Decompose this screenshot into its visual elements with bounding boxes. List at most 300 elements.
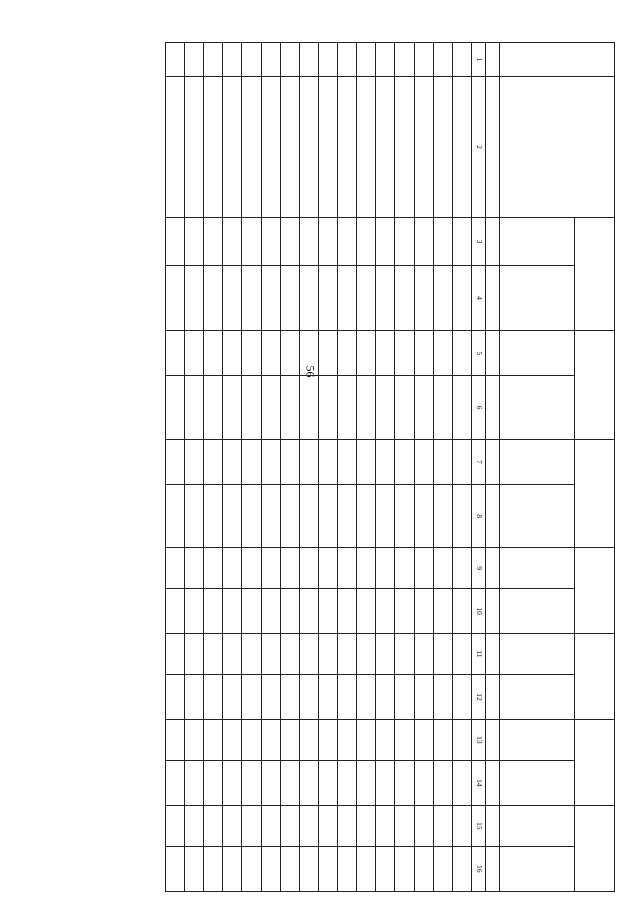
row-address	[185, 76, 204, 217]
row-address	[299, 76, 318, 217]
row-value-cell	[452, 760, 471, 805]
row-value-cell	[395, 484, 414, 547]
unit-rub	[486, 760, 500, 805]
header-cost	[500, 588, 575, 633]
row-value-cell	[338, 846, 357, 891]
row-value-cell	[395, 674, 414, 719]
row-value-cell	[452, 218, 471, 265]
row-value-cell	[357, 634, 376, 675]
row-value-cell	[433, 218, 452, 265]
row-value-cell	[185, 805, 204, 846]
row-value-cell	[319, 846, 338, 891]
row-value-cell	[376, 846, 395, 891]
row-value-cell	[261, 265, 280, 331]
row-number	[185, 43, 204, 77]
row-value-cell	[414, 760, 433, 805]
row-value-cell	[204, 439, 223, 484]
row-value-cell	[166, 376, 185, 439]
row-value-cell	[204, 331, 223, 376]
unit-rub	[486, 674, 500, 719]
row-value-cell	[223, 548, 242, 589]
row-value-cell	[242, 439, 261, 484]
row-value-cell	[280, 674, 299, 719]
row-value-cell	[280, 805, 299, 846]
row-value-cell	[299, 331, 318, 376]
row-value-cell	[433, 846, 452, 891]
row-value-cell	[204, 484, 223, 547]
column-number: 5	[472, 331, 486, 376]
row-value-cell	[376, 376, 395, 439]
row-address	[357, 76, 376, 217]
row-value-cell	[433, 331, 452, 376]
row-value-cell	[204, 846, 223, 891]
row-address	[433, 76, 452, 217]
row-number	[204, 43, 223, 77]
row-number	[452, 43, 471, 77]
row-value-cell	[166, 588, 185, 633]
header-group-other	[575, 805, 615, 891]
row-value-cell	[223, 218, 242, 265]
row-value-cell	[319, 634, 338, 675]
row-value-cell	[261, 674, 280, 719]
row-value-cell	[395, 588, 414, 633]
row-value-cell	[242, 484, 261, 547]
row-value-cell	[433, 439, 452, 484]
unit-m2	[486, 634, 500, 675]
row-value-cell	[433, 760, 452, 805]
table-row	[166, 43, 185, 892]
row-value-cell	[242, 331, 261, 376]
row-value-cell	[185, 265, 204, 331]
row-value-cell	[338, 439, 357, 484]
row-value-cell	[166, 805, 185, 846]
row-value-cell	[299, 720, 318, 761]
row-address	[223, 76, 242, 217]
row-value-cell	[166, 760, 185, 805]
row-value-cell	[299, 634, 318, 675]
row-value-cell	[185, 548, 204, 589]
row-value-cell	[299, 484, 318, 547]
row-value-cell	[452, 674, 471, 719]
row-value-cell	[376, 218, 395, 265]
column-number: 12	[472, 674, 486, 719]
row-value-cell	[261, 439, 280, 484]
row-value-cell	[299, 265, 318, 331]
row-value-cell	[357, 265, 376, 331]
row-value-cell	[185, 760, 204, 805]
row-value-cell	[376, 331, 395, 376]
row-value-cell	[242, 218, 261, 265]
row-value-cell	[376, 439, 395, 484]
column-number: 7	[472, 439, 486, 484]
row-value-cell	[280, 720, 299, 761]
row-value-cell	[299, 760, 318, 805]
unit-m2	[486, 331, 500, 376]
row-value-cell	[452, 846, 471, 891]
row-value-cell	[395, 846, 414, 891]
row-value-cell	[185, 484, 204, 547]
row-number	[261, 43, 280, 77]
table-row	[452, 43, 471, 892]
row-value-cell	[242, 265, 261, 331]
row-value-cell	[338, 805, 357, 846]
row-value-cell	[376, 634, 395, 675]
row-value-cell	[338, 265, 357, 331]
table-row	[414, 43, 433, 892]
row-value-cell	[357, 720, 376, 761]
unit-blank	[486, 76, 500, 217]
column-number: 13	[472, 720, 486, 761]
row-value-cell	[414, 376, 433, 439]
header-cost	[500, 674, 575, 719]
row-value-cell	[185, 846, 204, 891]
header-group-acquire-dev	[575, 439, 615, 548]
header-area	[500, 331, 575, 376]
row-value-cell	[414, 720, 433, 761]
row-value-cell	[338, 331, 357, 376]
row-value-cell	[299, 588, 318, 633]
row-address	[319, 76, 338, 217]
row-address	[376, 76, 395, 217]
row-number	[280, 43, 299, 77]
table-row	[357, 43, 376, 892]
row-value-cell	[319, 376, 338, 439]
row-value-cell	[185, 634, 204, 675]
row-number	[242, 43, 261, 77]
row-value-cell	[166, 846, 185, 891]
column-number: 16	[472, 846, 486, 891]
table-row	[395, 43, 414, 892]
row-value-cell	[338, 376, 357, 439]
row-address	[242, 76, 261, 217]
row-value-cell	[319, 548, 338, 589]
row-value-cell	[414, 331, 433, 376]
header-group-mkd	[575, 331, 615, 440]
unit-blank	[486, 43, 500, 77]
row-value-cell	[223, 720, 242, 761]
row-value-cell	[319, 588, 338, 633]
row-value-cell	[242, 720, 261, 761]
row-value-cell	[414, 439, 433, 484]
header-cost	[500, 484, 575, 547]
row-value-cell	[204, 588, 223, 633]
row-value-cell	[452, 484, 471, 547]
row-value-cell	[319, 439, 338, 484]
row-number	[376, 43, 395, 77]
row-value-cell	[338, 760, 357, 805]
row-value-cell	[242, 760, 261, 805]
row-value-cell	[166, 674, 185, 719]
row-value-cell	[376, 674, 395, 719]
row-address	[414, 76, 433, 217]
row-value-cell	[433, 720, 452, 761]
row-address	[338, 76, 357, 217]
row-number	[223, 43, 242, 77]
row-value-cell	[452, 548, 471, 589]
row-address	[204, 76, 223, 217]
row-value-cell	[357, 588, 376, 633]
row-value-cell	[204, 720, 223, 761]
row-address	[261, 76, 280, 217]
row-value-cell	[204, 805, 223, 846]
row-value-cell	[319, 805, 338, 846]
unit-rub	[486, 376, 500, 439]
row-value-cell	[299, 548, 318, 589]
unit-rub	[486, 484, 500, 547]
table-row	[319, 43, 338, 892]
row-value-cell	[414, 588, 433, 633]
header-area-total	[500, 218, 575, 265]
row-number	[338, 43, 357, 77]
row-value-cell	[299, 805, 318, 846]
header-cost	[500, 846, 575, 891]
row-value-cell	[433, 805, 452, 846]
row-value-cell	[452, 376, 471, 439]
column-number: 4	[472, 265, 486, 331]
row-value-cell	[261, 484, 280, 547]
row-value-cell	[414, 548, 433, 589]
row-value-cell	[357, 805, 376, 846]
row-value-cell	[433, 588, 452, 633]
row-address	[166, 76, 185, 217]
row-address	[452, 76, 471, 217]
header-area	[500, 439, 575, 484]
row-value-cell	[204, 265, 223, 331]
resettlement-table	[165, 42, 615, 892]
row-value-cell	[166, 439, 185, 484]
column-number: 15	[472, 805, 486, 846]
header-cost	[500, 376, 575, 439]
row-value-cell	[319, 331, 338, 376]
row-value-cell	[299, 218, 318, 265]
row-value-cell	[414, 846, 433, 891]
column-number: 10	[472, 588, 486, 633]
row-value-cell	[166, 548, 185, 589]
row-number	[395, 43, 414, 77]
row-value-cell	[376, 805, 395, 846]
table-row	[261, 43, 280, 892]
row-value-cell	[223, 760, 242, 805]
row-value-cell	[452, 439, 471, 484]
row-value-cell	[357, 846, 376, 891]
row-value-cell	[223, 846, 242, 891]
row-value-cell	[338, 484, 357, 547]
row-value-cell	[433, 484, 452, 547]
row-value-cell	[414, 634, 433, 675]
row-value-cell	[185, 674, 204, 719]
header-area	[500, 720, 575, 761]
header-address	[500, 76, 615, 217]
row-value-cell	[319, 720, 338, 761]
row-value-cell	[433, 634, 452, 675]
header-group-acquire-non-dev	[575, 548, 615, 634]
header-no	[500, 43, 615, 77]
row-value-cell	[185, 720, 204, 761]
column-number: 1	[472, 43, 486, 77]
row-value-cell	[280, 331, 299, 376]
header-group-buyout	[575, 634, 615, 720]
row-value-cell	[185, 588, 204, 633]
table-row	[280, 43, 299, 892]
table-row	[242, 43, 261, 892]
row-value-cell	[223, 265, 242, 331]
row-value-cell	[433, 265, 452, 331]
header-group-total	[575, 218, 615, 331]
row-value-cell	[280, 484, 299, 547]
row-value-cell	[395, 805, 414, 846]
row-value-cell	[185, 218, 204, 265]
row-value-cell	[261, 846, 280, 891]
row-value-cell	[166, 720, 185, 761]
table-row	[433, 43, 452, 892]
row-value-cell	[223, 634, 242, 675]
row-value-cell	[261, 588, 280, 633]
row-value-cell	[376, 760, 395, 805]
column-number: 14	[472, 760, 486, 805]
column-number: 9	[472, 548, 486, 589]
column-number: 2	[472, 76, 486, 217]
row-value-cell	[166, 634, 185, 675]
row-value-cell	[242, 674, 261, 719]
row-value-cell	[395, 439, 414, 484]
row-value-cell	[280, 439, 299, 484]
row-value-cell	[376, 484, 395, 547]
row-value-cell	[204, 634, 223, 675]
row-value-cell	[452, 805, 471, 846]
row-value-cell	[166, 218, 185, 265]
row-value-cell	[357, 548, 376, 589]
row-value-cell	[242, 588, 261, 633]
row-value-cell	[261, 548, 280, 589]
row-value-cell	[166, 484, 185, 547]
row-value-cell	[395, 760, 414, 805]
row-value-cell	[414, 805, 433, 846]
row-value-cell	[242, 634, 261, 675]
row-value-cell	[261, 720, 280, 761]
row-value-cell	[204, 674, 223, 719]
row-value-cell	[433, 548, 452, 589]
unit-rub	[486, 846, 500, 891]
row-value-cell	[204, 760, 223, 805]
row-number	[357, 43, 376, 77]
row-value-cell	[299, 376, 318, 439]
row-value-cell	[261, 376, 280, 439]
row-value-cell	[357, 484, 376, 547]
table-row	[185, 43, 204, 892]
row-value-cell	[242, 376, 261, 439]
row-value-cell	[452, 588, 471, 633]
row-value-cell	[204, 548, 223, 589]
column-number: 11	[472, 634, 486, 675]
header-area	[500, 634, 575, 675]
row-value-cell	[452, 331, 471, 376]
row-value-cell	[395, 218, 414, 265]
row-value-cell	[338, 218, 357, 265]
row-value-cell	[357, 218, 376, 265]
row-value-cell	[261, 634, 280, 675]
row-value-cell	[357, 674, 376, 719]
row-value-cell	[204, 218, 223, 265]
row-value-cell	[376, 588, 395, 633]
row-number	[166, 43, 185, 77]
row-value-cell	[280, 548, 299, 589]
row-value-cell	[242, 805, 261, 846]
row-value-cell	[338, 634, 357, 675]
row-number	[414, 43, 433, 77]
row-number	[319, 43, 338, 77]
row-value-cell	[223, 674, 242, 719]
row-value-cell	[433, 376, 452, 439]
row-value-cell	[185, 376, 204, 439]
row-value-cell	[280, 265, 299, 331]
row-value-cell	[280, 760, 299, 805]
column-number: 3	[472, 218, 486, 265]
header-area	[500, 805, 575, 846]
row-value-cell	[395, 720, 414, 761]
unit-m2	[486, 218, 500, 265]
row-value-cell	[223, 588, 242, 633]
header-area	[500, 548, 575, 589]
row-address	[395, 76, 414, 217]
unit-rub	[486, 588, 500, 633]
row-value-cell	[223, 376, 242, 439]
table-body	[166, 43, 472, 892]
row-value-cell	[395, 548, 414, 589]
unit-m2	[486, 548, 500, 589]
row-value-cell	[395, 376, 414, 439]
table-row	[376, 43, 395, 892]
page-number: 56	[303, 365, 318, 378]
row-value-cell	[414, 265, 433, 331]
row-number	[433, 43, 452, 77]
row-value-cell	[280, 218, 299, 265]
row-value-cell	[185, 439, 204, 484]
row-value-cell	[223, 439, 242, 484]
row-value-cell	[299, 439, 318, 484]
table-row	[338, 43, 357, 892]
column-number: 8	[472, 484, 486, 547]
header-cost	[500, 760, 575, 805]
row-value-cell	[280, 846, 299, 891]
row-value-cell	[433, 674, 452, 719]
row-value-cell	[376, 265, 395, 331]
unit-m2	[486, 720, 500, 761]
row-value-cell	[299, 846, 318, 891]
table-row	[223, 43, 242, 892]
row-value-cell	[166, 265, 185, 331]
row-value-cell	[338, 674, 357, 719]
row-value-cell	[204, 376, 223, 439]
row-value-cell	[452, 265, 471, 331]
row-value-cell	[357, 376, 376, 439]
row-value-cell	[242, 846, 261, 891]
row-value-cell	[319, 674, 338, 719]
row-value-cell	[280, 376, 299, 439]
row-address	[280, 76, 299, 217]
row-value-cell	[414, 484, 433, 547]
row-value-cell	[414, 218, 433, 265]
unit-m2	[486, 265, 500, 331]
header-cost-total	[500, 265, 575, 331]
row-value-cell	[261, 331, 280, 376]
row-value-cell	[280, 588, 299, 633]
row-value-cell	[166, 331, 185, 376]
row-value-cell	[452, 720, 471, 761]
row-value-cell	[223, 805, 242, 846]
row-value-cell	[376, 548, 395, 589]
row-value-cell	[395, 265, 414, 331]
row-value-cell	[338, 548, 357, 589]
